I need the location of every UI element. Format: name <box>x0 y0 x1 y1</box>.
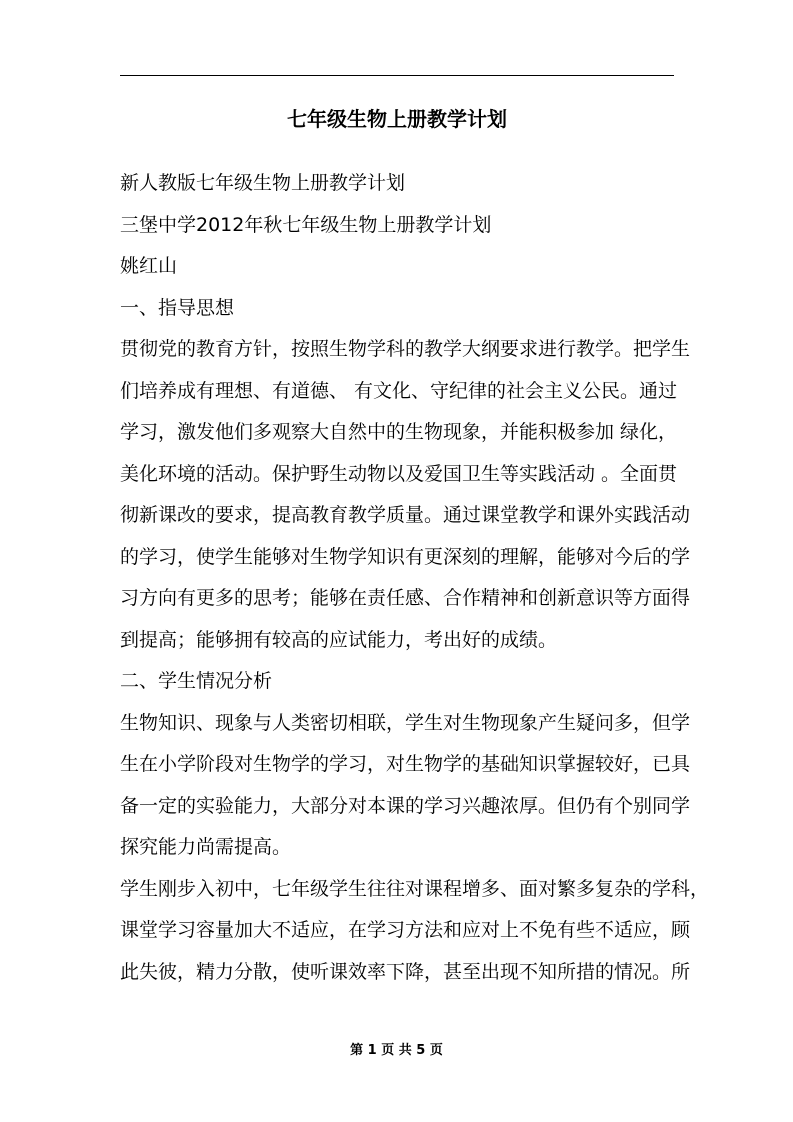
text-line: 课堂学习容量加大不适应，在学习方法和应对上不免有些不适应，顾 <box>120 919 691 941</box>
text-line: 习方向有更多的思考；能够在责任感、合作精神和创新意识等方面得 <box>120 587 691 609</box>
page-title: 七年级生物上册教学计划 <box>287 107 507 131</box>
header-rule <box>120 75 674 76</box>
text-line: 彻新课改的要求，提高教育教学质量。通过课堂教学和课外实践活动 <box>120 504 691 526</box>
text-line: 探究能力尚需提高。 <box>120 836 292 858</box>
text-line: 生在小学阶段对生物学的学习，对生物学的基础知识掌握较好，已具 <box>120 753 691 775</box>
text-line: 到提高；能够拥有较高的应试能力，考出好的成绩。 <box>120 628 558 651</box>
section-heading: 二、学生情况分析 <box>120 670 273 692</box>
text-line: 学习，激发他们多观察大自然中的生物现象，并能积极参加 绿化， <box>120 421 678 443</box>
text-line: 生物知识、现象与人类密切相联，学生对生物现象产生疑问多，但学 <box>120 711 691 734</box>
school-line: 三堡中学2012年秋七年级生物上册教学计划 <box>120 213 492 236</box>
text-line: 美化环境的活动。保护野生动物以及爱国卫生等实践活动 。全面贯 <box>120 462 678 485</box>
subtitle-line: 新人教版七年级生物上册教学计划 <box>120 172 406 194</box>
text-line: 们培养成有理想、有道德、 有文化、守纪律的社会主义公民。通过 <box>120 379 678 402</box>
text-line: 贯彻党的教育方针，按照生物学科的教学大纲要求进行教学。把学生 <box>120 338 691 360</box>
section-heading: 一、指导思想 <box>120 296 235 319</box>
text-line: 备一定的实验能力，大部分对本课的学习兴趣浓厚。但仍有个别同学 <box>120 794 691 817</box>
page-footer: 第 1 页 共 5 页 <box>350 1043 443 1058</box>
text-line: 此失彼，精力分散，使听课效率下降，甚至出现不知所措的情况。所 <box>120 960 691 983</box>
text-line: 学生刚步入初中，七年级学生往往对课程增多、面对繁多复杂的学科， <box>120 877 710 900</box>
document-body <box>120 163 710 993</box>
author-line: 姚红山 <box>120 255 178 277</box>
text-line: 的学习，使学生能够对生物学知识有更深刻的理解，能够对今后的学 <box>120 545 691 568</box>
